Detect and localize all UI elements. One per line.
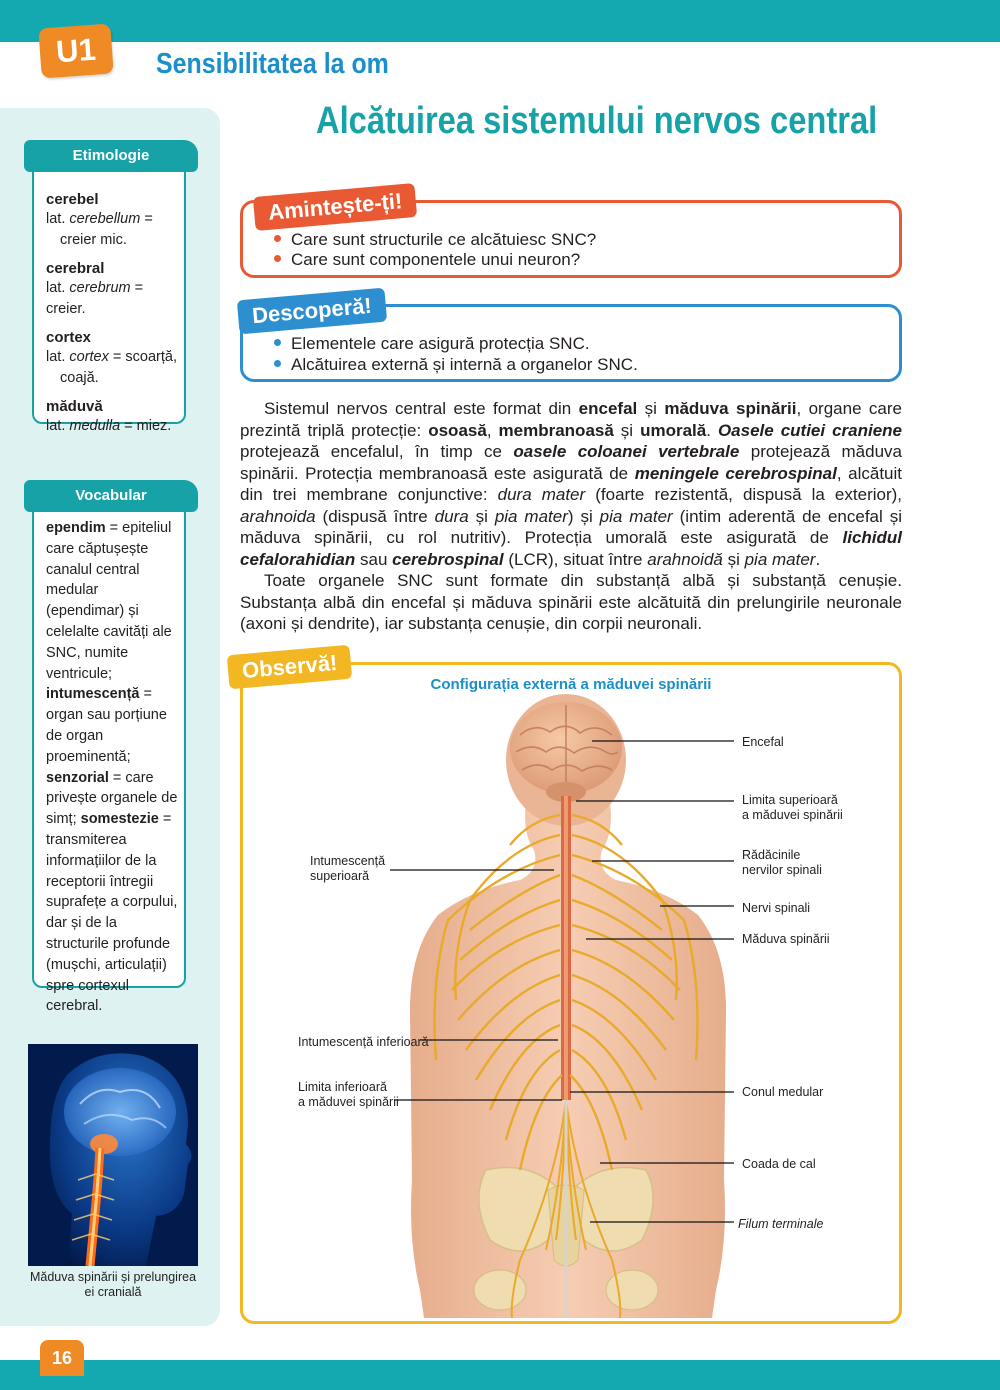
- discover-item: Elementele care asigură protecția SNC.: [274, 333, 590, 355]
- paragraph-2: Toate organele SNC sunt formate din substanță albă și substanță cenușie. Substanța albă din encefal și măduva spinării este alcătuită din prelungirile neuronale (axoni și dendrite), iar substanța cenușie, din corpii neuronali.: [240, 571, 902, 633]
- etymology-term: măduvă: [46, 398, 103, 415]
- label-limita-superioara: Limita superioară a măduvei spinării: [742, 793, 843, 822]
- etymology-header: Etimologie: [24, 140, 198, 172]
- head-spinal-cord-image: [28, 1044, 198, 1266]
- label-filum-terminale: Filum terminale: [738, 1217, 824, 1231]
- bullet-icon: [274, 255, 281, 262]
- bullet-icon: [274, 235, 281, 242]
- top-banner: [0, 0, 1000, 42]
- label-encefal: Encefal: [742, 735, 784, 749]
- vocabulary-box: [32, 506, 186, 1015]
- main-text: [240, 398, 902, 635]
- label-radacinile: Rădăcinile nervilor spinali: [742, 848, 822, 877]
- remember-item: Care sunt structurile ce alcătuiesc SNC?: [274, 229, 596, 251]
- etymology-def: lat. cerebrum = creier.: [46, 280, 144, 317]
- etymology-term: cortex: [46, 329, 92, 346]
- bullet-icon: [274, 360, 281, 367]
- discover-tag: Descoperă!: [237, 288, 387, 335]
- side-image-caption: Măduva spinării și prelungirea ei cranială: [29, 1270, 197, 1299]
- label-limita-inferioara: Limita inferioară a măduvei spinării: [298, 1080, 399, 1109]
- page-number: 16: [40, 1340, 84, 1376]
- bottom-banner: [0, 1360, 1000, 1390]
- etymology-term: cerebral: [46, 260, 105, 277]
- unit-title: Sensibilitatea la om: [156, 48, 389, 80]
- label-nervi-spinali: Nervi spinali: [742, 901, 811, 915]
- label-maduva: Măduva spinării: [742, 932, 830, 946]
- etymology-def: lat. cerebellum = creier mic.: [46, 211, 153, 248]
- vocabulary-header: Vocabular: [24, 480, 198, 512]
- page-title: Alcătuirea sistemului nervos central: [316, 100, 878, 142]
- figure-title: Configurația externă a măduvei spinării: [430, 676, 712, 693]
- observe-tag: Observă!: [227, 645, 353, 690]
- label-intumescenta-superioara: Intumescență superioară: [310, 854, 386, 883]
- etymology-def: lat. cortex = scoarță, coajă.: [46, 349, 177, 386]
- label-coada-de-cal: Coada de cal: [742, 1157, 816, 1171]
- paragraph-1: Sistemul nervos central este format din encefal și măduva spinării, organe care prezintă triplă protecție: osoasă, membranoasă și umorală. Oasele cutiei craniene protejează encefalul, în timp ce oasele coloanei vertebrale protejează măduva spinării. Protecția membranoasă este asigurată de meningele cerebrospinal, alcătuit din trei membrane conjunctive: dura mater (foarte rezistentă, dispusă la exterior), arahnoida (dispusă între dura și pia mater) și pia mater (intim aderentă de encefal și măduva spinării, cu rol nutritiv). Protecția umorală este asigurată de lichidul cefalorahidian sau cerebrospinal (LCR), situat între arahnoidă și pia mater.: [240, 399, 903, 569]
- etymology-box: [32, 170, 186, 434]
- label-intumescenta-inferioara: Intumescență inferioară: [298, 1035, 429, 1049]
- label-conul-medular: Conul medular: [742, 1085, 824, 1099]
- unit-badge: U1: [38, 24, 113, 79]
- etymology-def: lat. medulla = miez.: [46, 418, 172, 434]
- vocabulary-text: ependim = epiteliul care căptușește canalul central medular (ependimar) și celelalte cavități ale SNC, numite ventricule; intumescență = organ sau porțiune de organ proeminentă; senzorial = care privește organele de simț; somestezie = transmiterea informațiilor de la receptorii întregii suprafețe a corpului, dar și de la structurile profunde (mușchi, articulații) spre cortexul cerebral.: [46, 520, 178, 1015]
- etymology-term: cerebel: [46, 191, 99, 208]
- remember-item: Care sunt componentele unui neuron?: [274, 249, 580, 271]
- discover-item: Alcătuirea externă și internă a organelor SNC.: [274, 354, 638, 376]
- remember-tag: Amintește-ți!: [253, 183, 418, 231]
- bullet-icon: [274, 339, 281, 346]
